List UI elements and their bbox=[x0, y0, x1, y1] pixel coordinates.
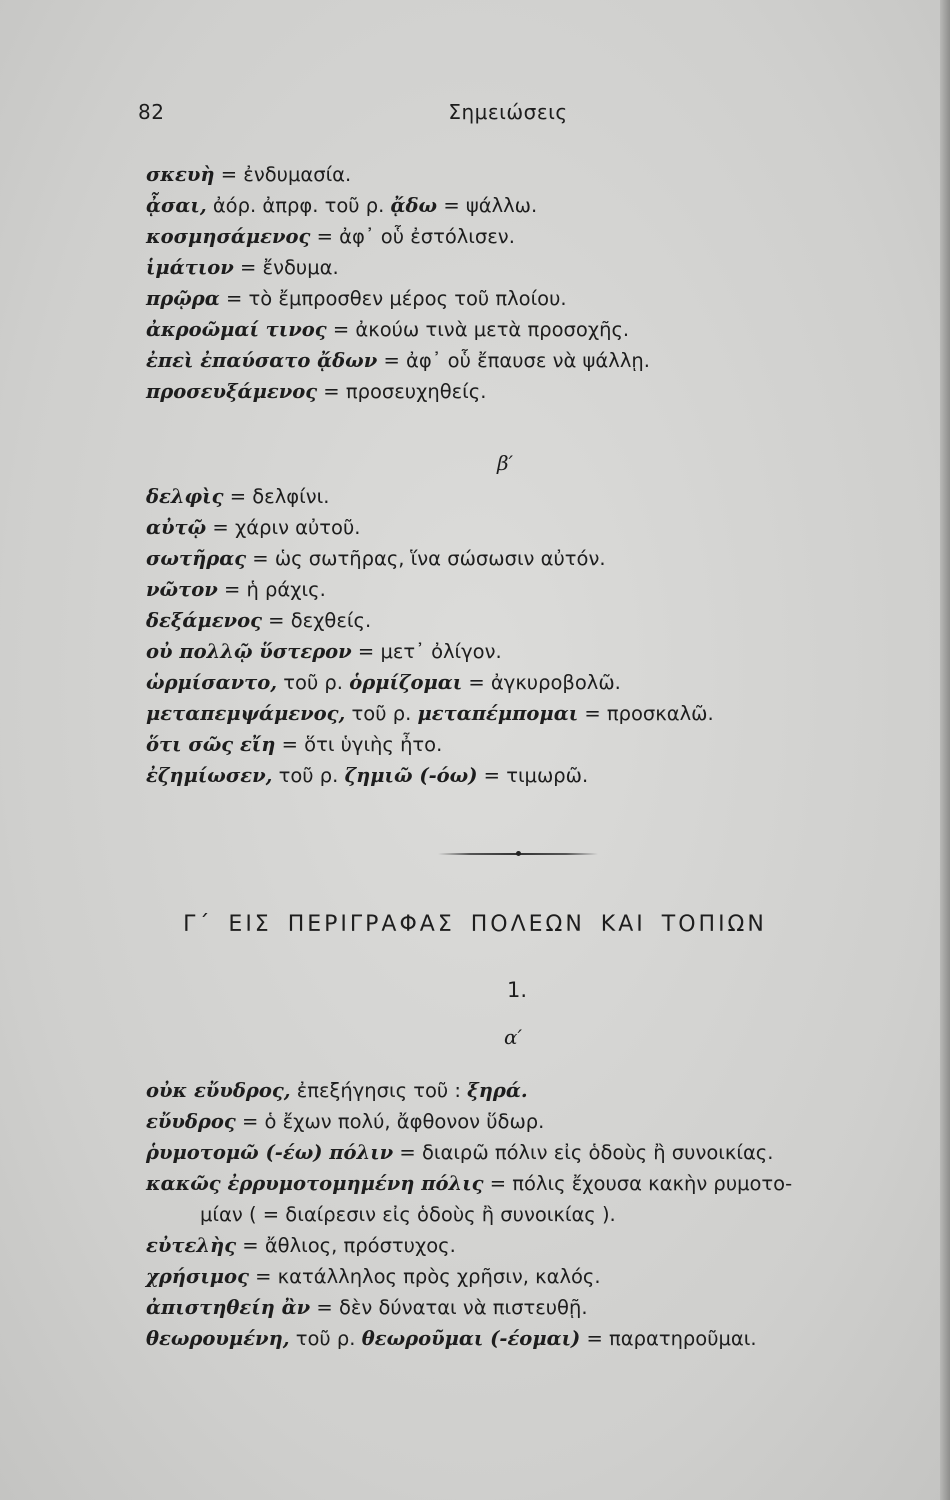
subsection-marker-alpha: α′ bbox=[503, 1025, 523, 1049]
glossary-entry: μεταπεμψάμενος, τοῦ ρ. μεταπέμπομαι = προσκαλῶ. bbox=[146, 702, 714, 725]
subsection-marker-beta: β′ bbox=[496, 451, 514, 475]
glossary-entry: πρῷρα = τὸ ἔμπροσθεν μέρος τοῦ πλοίου. bbox=[146, 287, 567, 310]
glossary-entry: ῥυμοτομῶ (-έω) πόλιν = διαιρῶ πόλιν εἰς ὁδοὺς ἢ συνοικίας. bbox=[146, 1141, 774, 1164]
glossary-section-3 bbox=[146, 1075, 906, 1354]
chapter-title: Γ΄ ΕΙΣ ΠΕΡΙΓΡΑΦΑΣ ΠΟΛΕΩΝ ΚΑΙ ΤΟΠΙΩΝ bbox=[183, 912, 767, 937]
glossary-section-1 bbox=[146, 159, 906, 407]
glossary-entry: δελφὶς = δελφίνι. bbox=[146, 485, 330, 508]
glossary-entry: αὐτῷ = χάριν αὐτοῦ. bbox=[146, 516, 361, 539]
glossary-entry: ἀπιστηθείη ἂν = δὲν δύναται νὰ πιστευθῇ. bbox=[146, 1296, 588, 1319]
glossary-entry: ἐζημίωσεν, τοῦ ρ. ζημιῶ (-όω) = τιμωρῶ. bbox=[146, 764, 589, 787]
page-header bbox=[138, 100, 878, 130]
glossary-entry: προσευξάμενος = προσευχηθείς. bbox=[146, 380, 487, 403]
glossary-entry: ὅτι σῶς εἴη = ὅτι ὑγιὴς ἦτο. bbox=[146, 733, 443, 756]
page-edge bbox=[940, 0, 950, 1500]
glossary-entry: θεωρουμένη, τοῦ ρ. θεωροῦμαι (-έομαι) = παρατηροῦμαι. bbox=[146, 1327, 757, 1350]
glossary-entry: σωτῆρας = ὡς σωτῆρας, ἵνα σώσωσιν αὐτόν. bbox=[146, 547, 606, 570]
glossary-entry: χρήσιμος = κατάλληλος πρὸς χρῆσιν, καλός. bbox=[146, 1265, 601, 1288]
divider-ornament bbox=[516, 851, 521, 856]
glossary-entry: ἀκροῶμαί τινος = ἀκούω τινὰ μετὰ προσοχῆς. bbox=[146, 318, 630, 341]
glossary-entry: εὔυδρος = ὁ ἔχων πολύ, ἄφθονον ὕδωρ. bbox=[146, 1110, 545, 1133]
running-title: Σημειώσεις bbox=[448, 100, 568, 124]
glossary-entry: οὐ πολλῷ ὕστερον = μετ᾽ ὀλίγον. bbox=[146, 640, 502, 663]
glossary-entry: δεξάμενος = δεχθείς. bbox=[146, 609, 372, 632]
glossary-entry: κοσμησάμενος = ἀφ᾽ οὗ ἐστόλισεν. bbox=[146, 225, 515, 248]
glossary-entry: ᾆσαι, ἀόρ. ἀπρφ. τοῦ ρ. ᾄδω = ψάλλω. bbox=[146, 194, 538, 217]
glossary-entry: σκευὴ = ἐνδυμασία. bbox=[146, 163, 352, 186]
glossary-entry-continuation: μίαν ( = διαίρεσιν εἰς ὁδοὺς ἢ συνοικίας ). bbox=[200, 1203, 616, 1226]
glossary-entry: οὐκ εὔυδρος, ἐπεξήγησις τοῦ : ξηρά. bbox=[146, 1079, 528, 1102]
glossary-entry: ἱμάτιον = ἔνδυμα. bbox=[146, 256, 339, 279]
item-number: 1. bbox=[506, 978, 528, 1002]
glossary-entry: ὡρμίσαντο, τοῦ ρ. ὁρμίζομαι = ἀγκυροβολῶ. bbox=[146, 671, 621, 694]
glossary-entry: ἐπεὶ ἐπαύσατο ᾄδων = ἀφ᾽ οὗ ἔπαυσε νὰ ψάλλῃ. bbox=[146, 349, 650, 372]
glossary-section-2 bbox=[146, 481, 906, 791]
glossary-entry: κακῶς ἐρρυμοτομημένη πόλις = πόλις ἔχουσα κακὴν ρυμοτο- bbox=[146, 1172, 793, 1195]
glossary-entry: νῶτον = ἡ ράχις. bbox=[146, 578, 326, 601]
glossary-entry: εὐτελὴς = ἄθλιος, πρόστυχος. bbox=[146, 1234, 456, 1257]
page-number: 82 bbox=[138, 100, 165, 124]
